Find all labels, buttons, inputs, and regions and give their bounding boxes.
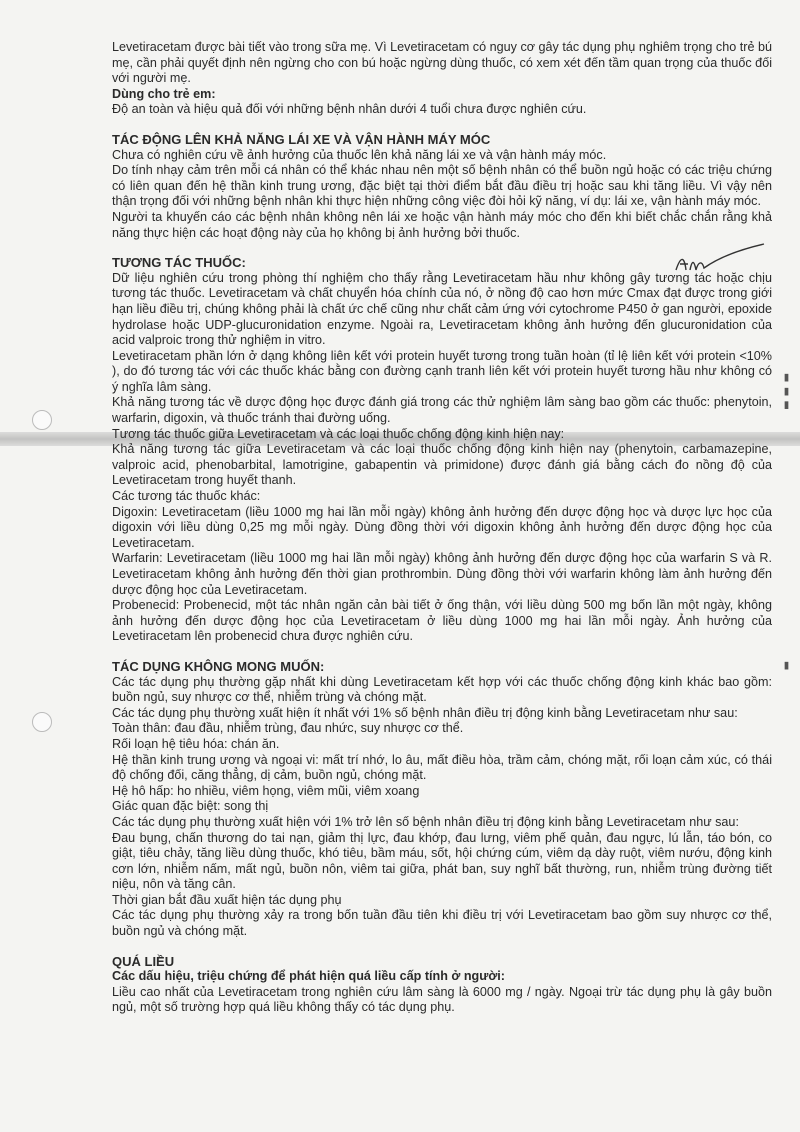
paragraph-interactions-probenecid: Probenecid: Probenecid, một tác nhân ngăn cản bài tiết ở ống thận, với liều dùng 500 mg bốn lần một ngày, không ảnh hưởng đến dược động học của Levetiracetam ở liều dùng 1000 mg hai lần mỗi ngày. Ảnh hưởng của Levetiracetam lên probenecid chưa được nghiên cứu.: [112, 598, 772, 644]
paragraph-interactions-2: Levetiracetam phần lớn ở dạng không liên kết với protein huyết tương trong tuần hoàn (tỉ lệ liên kết với protein <10% ), do đó tương tác với các thuốc khác bằng con đường cạnh tranh liên kết với protein huyết tương hầu như không có ý nghĩa lâm sàng.: [112, 348, 772, 394]
heading-interactions: TƯƠNG TÁC THUỐC:: [112, 255, 246, 271]
paragraph-overdose: Liều cao nhất của Levetiracetam trong nghiên cứu lâm sàng là 6000 mg / ngày. Ngoại trừ tác dụng phụ là gây buồn ngủ, một số trường hợp quá liều không thấy có tác dụng phụ.: [112, 984, 772, 1015]
paragraph-driving-1: Chưa có nghiên cứu về ảnh hưởng của thuốc lên khả năng lái xe và vận hành máy móc.: [112, 147, 607, 162]
paragraph-adverse-10: Thời gian bắt đầu xuất hiện tác dụng phụ: [112, 892, 342, 907]
paragraph-adverse-2: Các tác dụng phụ thường xuất hiện ít nhất với 1% số bệnh nhân điều trị động kinh bằng Levetiracetam như sau:: [112, 705, 738, 720]
margin-scribble: ▮ ▮ ▮: [781, 372, 792, 411]
paragraph-interactions-1: Dữ liệu nghiên cứu trong phòng thí nghiệm cho thấy rằng Levetiracetam hầu như không gây tương tác hoặc chịu tương tác thuốc. Levetiracetam và chất chuyển hóa chính của nó, ở nồng độ cao hơn mức Cmax đạt được trong giới hạn liều điều trị, chúng không phải là chất ức chế cũng như chất cảm ứng với cytochrome P450 ở gan người, epoxide hydrolase hoặc UDP-glucuronidation enzyme. Ngoài ra, Levetiracetam không ảnh hưởng đến glucuronidation của acid valproic trong thử nghiệm in vitro.: [112, 270, 772, 348]
paragraph-interactions-warfarin: Warfarin: Levetiracetam (liều 1000 mg hai lần mỗi ngày) không ảnh hưởng đến dược động học của warfarin S và R. Levetiracetam không ảnh hưởng đến thời gian prothrombin. Dùng đồng thời với warfarin không làm ảnh hưởng đến dược động học của Levetiracetam.: [112, 551, 772, 597]
paragraph-interactions-3: Khả năng tương tác về dược động học được đánh giá trong các thử nghiệm lâm sàng bao gồm các thuốc: phenytoin, warfarin, digoxin, và thuốc tránh thai đường uống.: [112, 395, 772, 426]
paragraph-adverse-9: Đau bụng, chấn thương do tai nạn, giảm thị lực, đau khớp, đau lưng, viêm phế quản, đau ngực, lú lẫn, táo bón, co giật, tiêu chảy, tăng liều dùng thuốc, khó tiêu, bầm máu, sốt, hội chứng cúm, viêm dạ dày ruột, viêm nướu, động kinh cơn lớn, nhiễm nấm, mất ngủ, buồn nôn, viêm tai giữa, phát ban, suy nghĩ bất thường, run, nhiễm trùng đường tiết niệu, nôn và tăng cân.: [112, 830, 772, 892]
paragraph-adverse-3: Toàn thân: đau đầu, nhiễm trùng, đau nhức, suy nhược cơ thể.: [112, 721, 464, 736]
paragraph-interactions-digoxin: Digoxin: Levetiracetam (liều 1000 mg hai lần mỗi ngày) không ảnh hưởng đến dược động học và dược lực học của digoxin với liều dùng 0,25 mg mỗi ngày. Dùng đồng thời với digoxin không ảnh hưởng đến dược động học của Levetiracetam.: [112, 504, 772, 550]
paragraph-adverse-6: Hệ hô hấp: ho nhiều, viêm họng, viêm mũi, viêm xoang: [112, 783, 420, 798]
paragraph-driving-2: Do tính nhạy cảm trên mỗi cá nhân có thể khác nhau nên một số bệnh nhân có thể buồn ngủ hoặc có các triệu chứng có liên quan đến hệ thần kinh trung ương, đặc biệt tại thời điểm bắt đầu điều trị hoặc sau khi tăng liều. Vì vậy nên thận trọng đối với những bệnh nhân khi thực hiện những công việc đòi hỏi kỹ năng, ví dụ: lái xe, vận hành máy móc.: [112, 163, 772, 209]
paragraph-adverse-1: Các tác dụng phụ thường gặp nhất khi dùng Levetiracetam kết hợp với các thuốc chống động kinh khác bao gồm: buồn ngủ, suy nhược cơ thể, nhiễm trùng và chóng mặt.: [112, 674, 772, 705]
paragraph-adverse-8: Các tác dụng phụ thường xuất hiện với 1% trở lên số bệnh nhân điều trị động kinh bằng Levetiracetam như sau:: [112, 814, 739, 829]
paragraph-adverse-4: Rối loạn hệ tiêu hóa: chán ăn.: [112, 736, 280, 751]
paragraph-interactions-5: Khả năng tương tác giữa Levetiracetam và các loại thuốc chống động kinh hiện nay (phenytoin, carbamazepine, valproic acid, phenobarbital, lamotrigine, gabapentin và primidone) được đánh giá bằng cách đo nồng độ của Levetiracetam trong huyết thanh.: [112, 442, 772, 488]
paragraph-driving-3: Người ta khuyến cáo các bệnh nhân không nên lái xe hoặc vận hành máy móc cho đến khi biết chắc chắn rằng khả năng thực hiện các hoạt động này của họ không bị ảnh hưởng bởi thuốc.: [112, 209, 772, 240]
margin-scribble-2: ▮: [781, 660, 792, 671]
paragraph-interactions-4: Tương tác thuốc giữa Levetiracetam và các loại thuốc chống động kinh hiện nay:: [112, 426, 565, 441]
heading-driving: TÁC ĐỘNG LÊN KHẢ NĂNG LÁI XE VÀ VẬN HÀNH MÁY MÓC: [112, 131, 491, 147]
punch-hole-bottom: [32, 712, 52, 732]
paragraph-children: Độ an toàn và hiệu quả đối với những bệnh nhân dưới 4 tuổi chưa được nghiên cứu.: [112, 102, 587, 117]
paragraph-adverse-11: Các tác dụng phụ thường xảy ra trong bốn tuần đầu tiên khi điều trị với Levetiracetam bao gồm suy nhược cơ thể, buồn ngủ và chóng mặt.: [112, 908, 772, 939]
heading-adverse-effects: TÁC DỤNG KHÔNG MONG MUỐN:: [112, 658, 325, 674]
paragraph-adverse-7: Giác quan đặc biệt: song thị: [112, 799, 269, 814]
paragraph-interactions-6: Các tương tác thuốc khác:: [112, 489, 261, 504]
punch-hole-top: [32, 410, 52, 430]
heading-overdose: QUÁ LIỀU: [112, 953, 175, 969]
subheading-children: Dùng cho trẻ em:: [112, 86, 216, 101]
subheading-overdose: Các dấu hiệu, triệu chứng để phát hiện quá liều cấp tính ở người:: [112, 969, 505, 984]
document-page: [112, 40, 772, 1016]
paragraph-breastfeeding: Levetiracetam được bài tiết vào trong sữa mẹ. Vì Levetiracetam có nguy cơ gây tác dụng phụ nghiêm trọng cho trẻ bú mẹ, cần phải quyết định nên ngừng cho con bú hoặc ngừng dùng thuốc, có xem xét đến tầm quan trọng của thuốc đối với người mẹ.: [112, 40, 772, 86]
paragraph-adverse-5: Hệ thần kinh trung ương và ngoại vi: mất trí nhớ, lo âu, mất điều hòa, trầm cảm, chóng mặt, rối loạn cảm xúc, có thái độ chống đối, căng thẳng, dị cảm, buồn ngủ, chóng mặt.: [112, 752, 772, 783]
